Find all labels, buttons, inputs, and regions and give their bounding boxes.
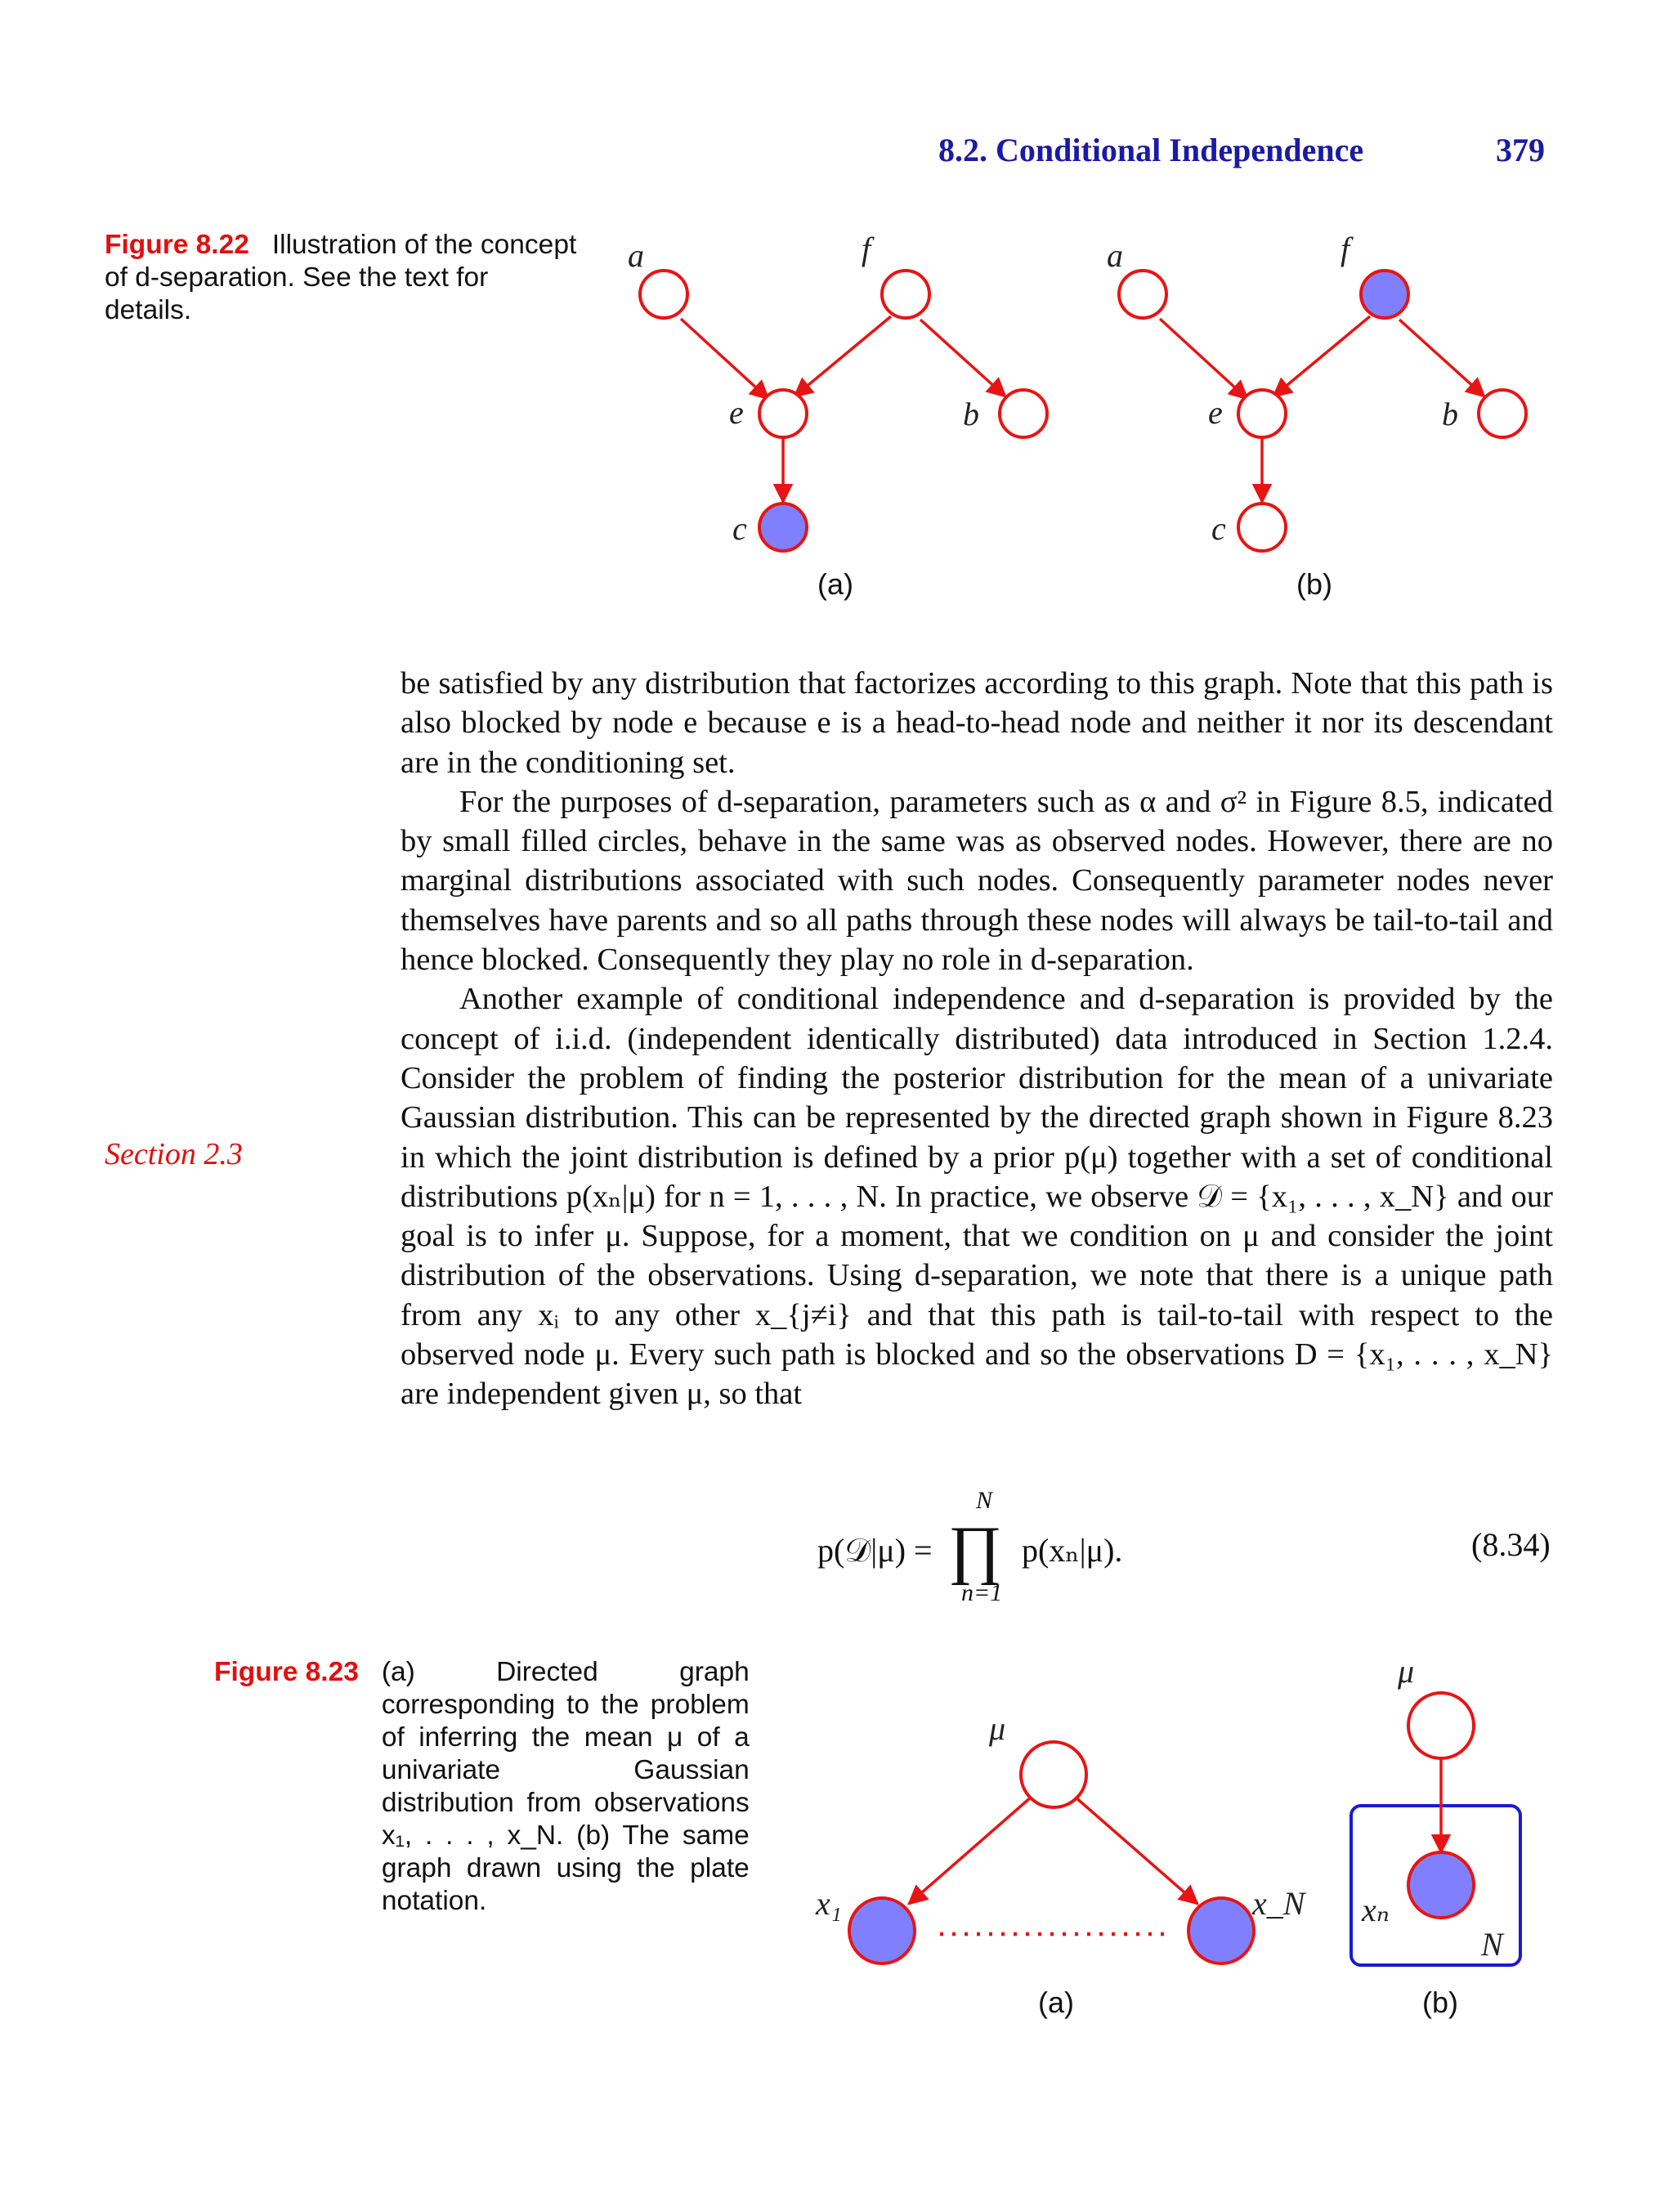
edge-a-e bbox=[1160, 319, 1247, 399]
label-f: f bbox=[862, 231, 871, 267]
subfig-label-a: (a) bbox=[1038, 1986, 1074, 2019]
node-e bbox=[759, 390, 807, 437]
figure-8-23a bbox=[815, 1710, 1307, 2019]
page-number: 379 bbox=[1496, 132, 1545, 168]
equation-rhs: p(xₙ|μ). bbox=[1022, 1532, 1123, 1569]
label-e: e bbox=[1208, 394, 1223, 431]
label-x1: x₁ bbox=[816, 1885, 842, 1922]
margin-note: Section 2.3 bbox=[105, 1137, 243, 1171]
node-b bbox=[1000, 390, 1047, 437]
subfig-label-b: (b) bbox=[1422, 1986, 1458, 2019]
edge-f-b bbox=[1399, 320, 1484, 396]
node-f bbox=[882, 271, 929, 318]
equation-product-symbol: ∏ bbox=[948, 1514, 1002, 1586]
node-mu bbox=[1021, 1742, 1086, 1807]
running-header-title: 8.2. Conditional Independence bbox=[938, 132, 1364, 168]
subfig-label-b: (b) bbox=[1296, 567, 1332, 601]
label-e: e bbox=[729, 394, 744, 431]
edge-f-b bbox=[920, 320, 1005, 396]
node-x1-observed bbox=[849, 1898, 915, 1963]
equation-lower-limit: n=1 bbox=[961, 1579, 1003, 1606]
equation-lhs: p(𝒟|μ) = bbox=[817, 1532, 933, 1569]
plate-label-N: N bbox=[1481, 1926, 1503, 1963]
edge-mu-x1 bbox=[909, 1797, 1032, 1904]
label-f: f bbox=[1341, 231, 1350, 267]
figure-8-22-label: Figure 8.22 bbox=[105, 230, 249, 260]
paragraph-3: Another example of conditional independence and d-separation is provided by the concept of i.i.d. (independent identically distributed) data introduced in Section 1.2.4. Consider the problem of finding the posterior distribution for the mean of a univariate Gaussian distribution. This can be represented by the directed graph shown in Figure 8.23 in which the joint distribution is defined by a prior p(μ) together with a set of conditional distributions p(xₙ|μ) for n = 1, . . . , N. In practice, we observe 𝒟 = {x₁, . . . , x_N} and our goal is to infer μ. Suppose, for a moment, that we condition on μ and consider the joint distribution of the observations. Using d-separation, we note that there is a unique path from any xᵢ to any other x_{j≠i} and that this path is tail-to-tail with respect to the observed node μ. Every such path is blocked and so the observations D = {x₁, . . . , x_N} are independent given μ, so that bbox=[401, 982, 1553, 1412]
equation-upper-limit: N bbox=[976, 1487, 993, 1514]
edge-mu-xN bbox=[1075, 1797, 1197, 1904]
label-c: c bbox=[732, 510, 747, 547]
node-xn-observed bbox=[1408, 1852, 1474, 1918]
label-a: a bbox=[1107, 237, 1123, 274]
label-b: b bbox=[963, 396, 979, 432]
node-c bbox=[1238, 504, 1286, 551]
figure-8-23-label: Figure 8.23 bbox=[214, 1657, 359, 1687]
label-mu: μ bbox=[1398, 1653, 1415, 1690]
edge-f-e bbox=[794, 316, 891, 396]
edge-a-e bbox=[681, 319, 768, 399]
label-c: c bbox=[1211, 510, 1226, 547]
figure-8-23-text: (a) Directed graph corresponding to the problem of inferring the mean μ of a univariate Gaussian distribution from observations x₁, . . . , x_N. (b) The same graph drawn using the plate notation. bbox=[381, 1657, 750, 1916]
label-mu: μ bbox=[989, 1710, 1006, 1747]
node-f-observed bbox=[1361, 271, 1408, 318]
edge-f-e bbox=[1273, 316, 1370, 396]
label-xN: x_N bbox=[1252, 1885, 1305, 1922]
label-b: b bbox=[1442, 396, 1458, 432]
figure-8-23b bbox=[1351, 1653, 1520, 2019]
node-e bbox=[1238, 390, 1286, 437]
node-c-observed bbox=[759, 504, 807, 551]
label-xn: xₙ bbox=[1362, 1892, 1390, 1928]
node-b bbox=[1479, 390, 1526, 437]
subfig-label-a: (a) bbox=[817, 567, 853, 601]
equation-8-34 bbox=[817, 1487, 1122, 1606]
equation-number: (8.34) bbox=[1471, 1526, 1551, 1563]
paragraph-1: be satisfied by any distribution that factorizes according to this graph. Note that this path is also blocked by node e because e is a head-to-head node and neither it nor its descendant are in the conditioning set. bbox=[401, 666, 1553, 780]
node-a bbox=[640, 271, 687, 318]
paragraph-2: For the purposes of d-separation, parameters such as α and σ² in Figure 8.5, indicated by small filled circles, behave in the same was as observed nodes. However, there are no marginal distributions associated with such nodes. Consequently parameter nodes never themselves have parents and so all paths through these nodes will always be tail-to-tail and hence blocked. Consequently they play no role in d-separation. bbox=[401, 784, 1553, 978]
label-a: a bbox=[628, 237, 644, 274]
node-xN-observed bbox=[1188, 1898, 1254, 1963]
figure-8-22a bbox=[628, 231, 1047, 601]
figure-8-22b bbox=[1107, 231, 1526, 601]
node-mu bbox=[1408, 1693, 1474, 1758]
node-a bbox=[1119, 271, 1166, 318]
figure-8-22-text: Illustration of the concept of d-separation. See the text for details. bbox=[105, 230, 577, 325]
